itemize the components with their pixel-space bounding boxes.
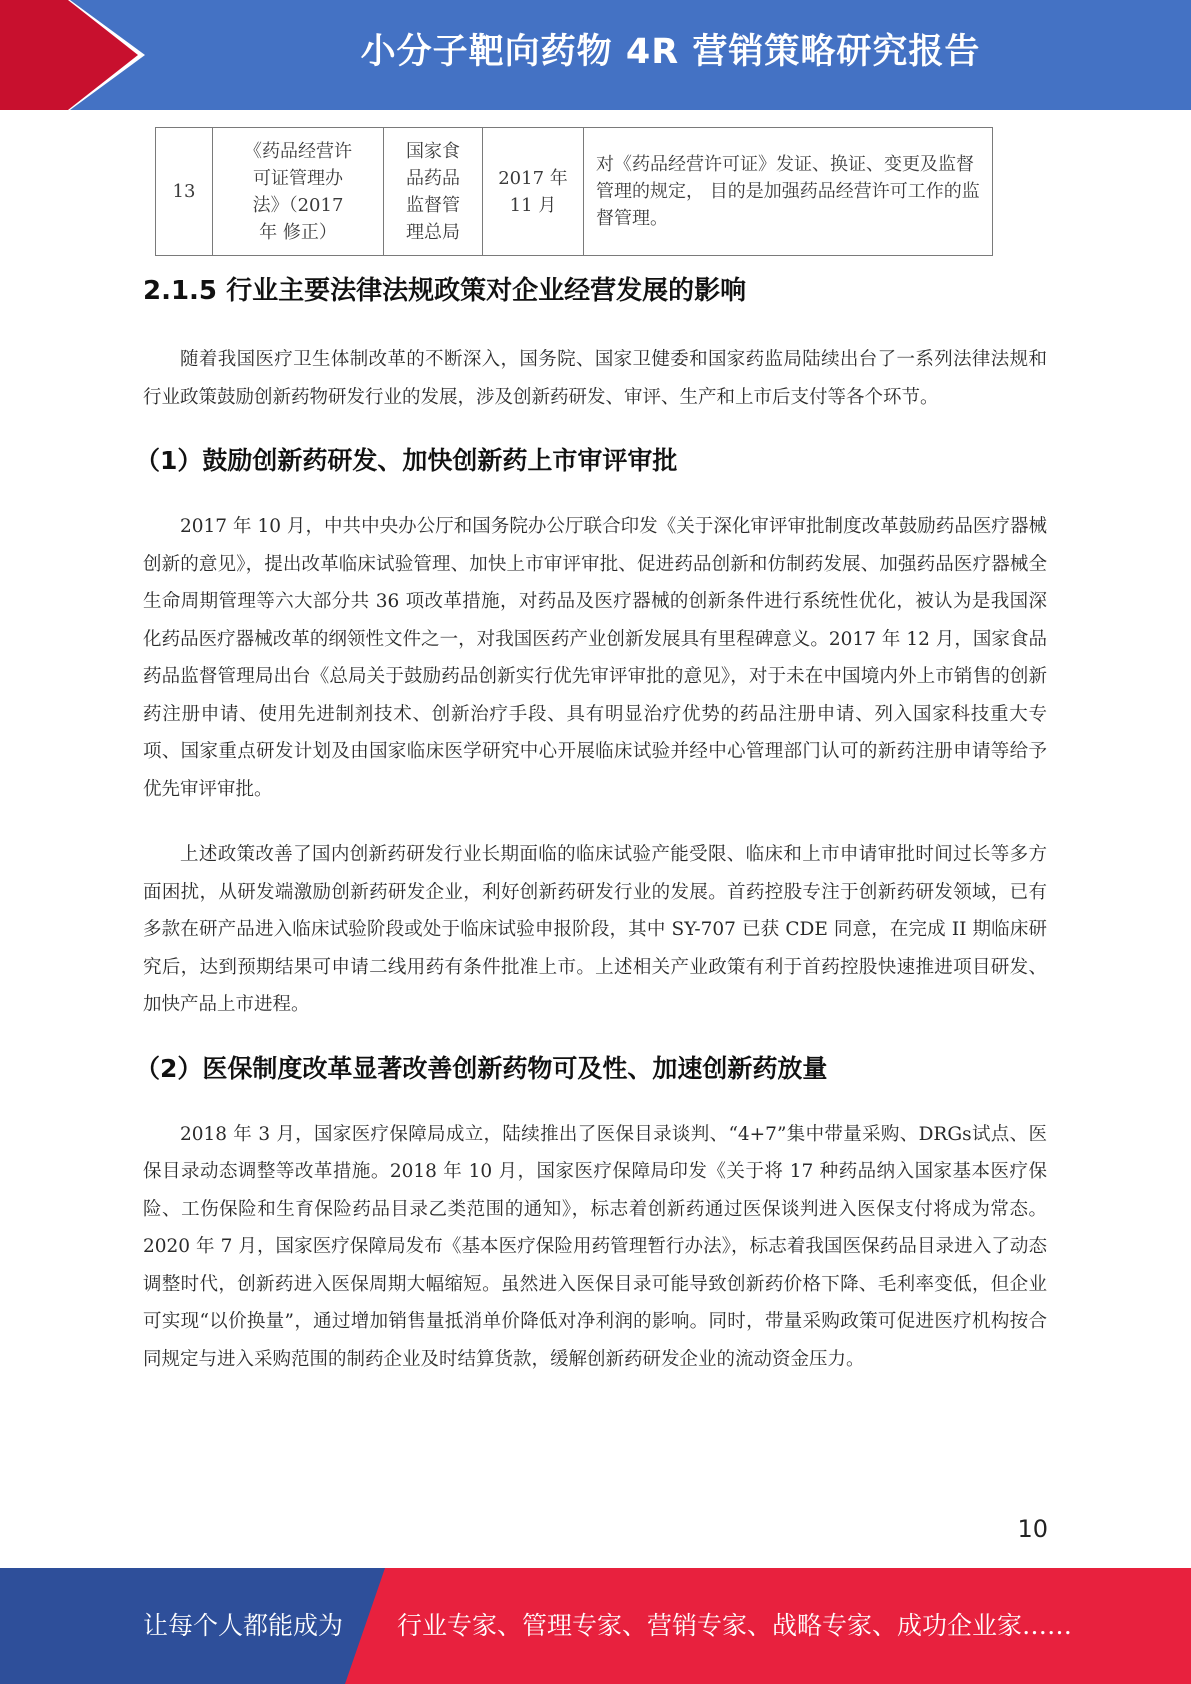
subsection-heading-2: （2）医保制度改革显著改善创新药物可及性、加速创新药放量 [135,1053,828,1083]
footer-banner [0,1568,1191,1684]
paragraph: 上述政策改善了国内创新药研发行业长期面临的临床试验产能受限、临床和上市申请审批时间过长等多方面困扰，从研发端激励创新药研发企业，利好创新药研发行业的发展。首药控股专注于创新药研发领域，已有多款在研产品进入临床试验阶段或处于临床试验申报阶段，其中 SY-707 已获 CDE 同意，在完成 II 期临床研究后，达到预期结果可申请二线用药有条件批准上市。上述相关产业政策有利于首药控股快速推进项目研发、加快产品上市进程。 [143,844,1047,1015]
org-line: 监督管 [406,194,460,216]
org-line: 理总局 [406,221,460,243]
row-number: 13 [156,128,213,256]
org-line: 国家食 [406,140,460,162]
paragraph: 2017 年 10 月，中共中央办公厅和国务院办公厅联合印发《关于深化审评审批制度改革鼓励药品医疗器械创新的意见》，提出改革临床试验管理、加快上市审评审批、促进药品创新和仿制药发展、加强药品医疗器械全生命周期管理等六大部分共 36 项改革措施，对药品及医疗器械的创新条件进行系统性优化，被认为是我国深化药品医疗器械改革的纲领性文件之一，对我国医药产业创新发展具有里程碑意义。2017 年 12 月，国家食品药品监督管理局出台《总局关于鼓励药品创新实行优先审评审批的意见》，对于未在中国境内外上市销售的创新药注册申请、使用先进制剂技术、创新治疗手段、具有明显治疗优势的药品注册申请、列入国家科技重大专项、国家重点研发计划及由国家临床医学研究中心开展临床试验并经中心管理部门认可的新药注册申请等给予优先审评审批。 [143,516,1047,800]
section-heading: 2.1.5 行业主要法律法规政策对企业经营发展的影响 [143,276,747,306]
org-line: 品药品 [406,167,460,189]
footer-slogan-right: 行业专家、管理专家、营销专家、战略专家、成功企业家…… [397,1611,1073,1640]
issue-date [483,128,584,256]
name-line: 年 修正） [259,221,337,243]
header-banner [0,0,1191,110]
subsection-heading-1: （1）鼓励创新药研发、加快创新药上市审评审批 [135,446,678,475]
name-line: 可证管理办 [253,167,343,189]
main-content [135,274,1047,1406]
name-line: 法》（2017 [252,194,344,216]
issuing-authority [384,128,483,256]
paragraph: 2018 年 3 月，国家医疗保障局成立，陆续推出了医保目录谈判、“4+7”集中带量采购、DRGs试点、医保目录动态调整等改革措施。2018 年 10 月，国家医疗保障局印发《关于将 17 种药品纳入国家基本医疗保险、工伤保险和生育保险药品目录乙类范围的通知》，标志着创新药通过医保谈判进入医保支付将成为常态。2020 年 7 月，国家医疗保障局发布《基本医疗保险用药管理暂行办法》，标志着我国医保药品目录进入了动态调整时代，创新药进入医保周期大幅缩短。虽然进入医保目录可能导致创新药价格下降、毛利率变低，但企业可实现“以价换量”，通过增加销售量抵消单价降低对净利润的影响。同时，带量采购政策可促进医疗机构按合同规定与进入采购范围的制药企业及时结算货款，缓解创新药研发企业的流动资金压力。 [143,1123,1047,1370]
footer-slogan-left: 让每个人都能成为 [143,1611,344,1640]
name-line: 《药品经营许 [244,140,352,162]
table-row [156,128,993,256]
date-line: 2017 年 [498,167,568,189]
regulation-name [213,128,384,256]
date-line: 11 月 [509,194,557,216]
report-title: 小分子靶向药物 4R 营销策略研究报告 [360,32,981,72]
section-intro: 随着我国医疗卫生体制改革的不断深入，国务院、国家卫健委和国家药监局陆续出台了一系列法律法规和行业政策鼓励创新药物研发行业的发展，涉及创新药研发、审评、生产和上市后支付等各个环节。 [143,349,1047,408]
regulation-description: 对《药品经营许可证》发证、换证、变更及监督管理的规定， 目的是加强药品经营许可工作的监督管理。 [584,128,993,256]
page-number: 10 [1017,1515,1048,1543]
regulation-table [155,127,993,256]
